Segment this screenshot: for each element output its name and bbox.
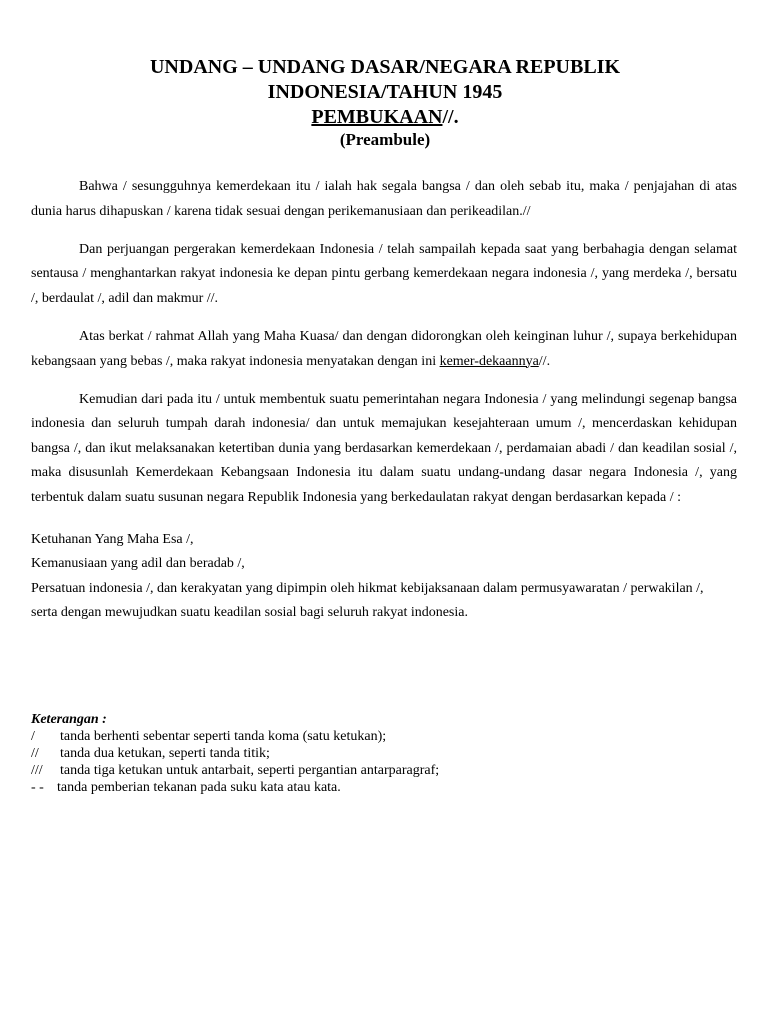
legend-symbol: - - <box>31 780 44 795</box>
paragraph-3-underlined: kemer-dekaannya <box>439 353 539 369</box>
legend-item <box>31 728 737 745</box>
title-pembukaan-suffix: //. <box>442 106 459 128</box>
title-line-3 <box>40 105 730 130</box>
document-body <box>31 175 737 626</box>
paragraph-3 <box>31 325 737 374</box>
legend-item <box>31 779 737 796</box>
paragraph-3-suffix: //. <box>538 353 551 369</box>
document-title-block <box>40 55 730 150</box>
legend-description: tanda tiga ketukan untuk antarbait, seperti pergantian antarparagraf; <box>60 763 440 778</box>
legend-item <box>31 745 737 762</box>
legend-description: tanda pemberian tekanan pada suku kata atau kata. <box>57 780 341 795</box>
principle-item: Persatuan indonesia /, dan kerakyatan yang dipimpin oleh hikmat kebijaksanaan dalam permusyawaratan / perwakilan /, <box>31 580 704 596</box>
title-line-2: INDONESIA/TAHUN 1945 <box>267 81 503 103</box>
paragraph-2: Dan perjuangan pergerakan kemerdekaan Indonesia / telah sampailah kepada saat yang berbahagia dengan selamat sentausa / menghantarkan rakyat indonesia ke depan pintu gerbang kemerdekaan negara indonesia /, yang merdeka /, bersatu /, berdaulat /, adil dan makmur //. <box>31 241 737 306</box>
legend-item <box>31 762 737 779</box>
legend-symbol: / <box>31 729 35 744</box>
legend-description: tanda berhenti sebentar seperti tanda koma (satu ketukan); <box>60 729 387 744</box>
principles-list <box>31 528 737 626</box>
paragraph-4: Kemudian dari pada itu / untuk membentuk suatu pemerintahan negara Indonesia / yang melindungi segenap bangsa indonesia dan seluruh tumpah darah indonesia/ dan untuk memajukan kesejahteraan umum /, mencerdaskan kehidupan bangsa /, dan ikut melaksanakan ketertiban dunia yang berdasarkan kemerdekaan /, perdamaian abadi / dan keadilan sosial /, maka disusunlah Kemerdekaan Kebangsaan Indonesia itu dalam suatu undang-undang dasar negara Indonesia /, yang terbentuk dalam suatu susunan negara Republik Indonesia yang berkedaulatan rakyat dengan berdasarkan kepada / : <box>31 391 737 506</box>
legend-description: tanda dua ketukan, seperti tanda titik; <box>60 746 270 761</box>
legend-symbol: // <box>31 746 39 761</box>
paragraph-1: Bahwa / sesungguhnya kemerdekaan itu / ialah hak segala bangsa / dan oleh sebab itu, maka / penjajahan di atas dunia harus dihapuskan / karena tidak sesuai dengan perikemanusiaan dan perikeadilan.// <box>31 179 737 219</box>
title-subtitle: (Preambule) <box>339 130 431 149</box>
principle-item: Kemanusiaan yang adil dan beradab /, <box>31 556 245 572</box>
title-pembukaan: PEMBUKAAN <box>311 106 443 128</box>
legend-block <box>31 711 737 796</box>
legend-title: Keterangan : <box>31 712 107 727</box>
principle-item: serta dengan mewujudkan suatu keadilan sosial bagi seluruh rakyat indonesia. <box>31 605 468 621</box>
principle-item: Ketuhanan Yang Maha Esa /, <box>31 531 194 547</box>
title-line-1: UNDANG – UNDANG DASAR/NEGARA REPUBLIK <box>149 56 621 78</box>
paragraph-3-text: Atas berkat / rahmat Allah yang Maha Kuasa/ dan dengan didorongkan oleh keinginan luhur /, supaya berkehidupan kebangsaan yang bebas /, maka rakyat indonesia menyatakan dengan ini <box>31 328 737 369</box>
legend-symbol: /// <box>31 763 43 778</box>
